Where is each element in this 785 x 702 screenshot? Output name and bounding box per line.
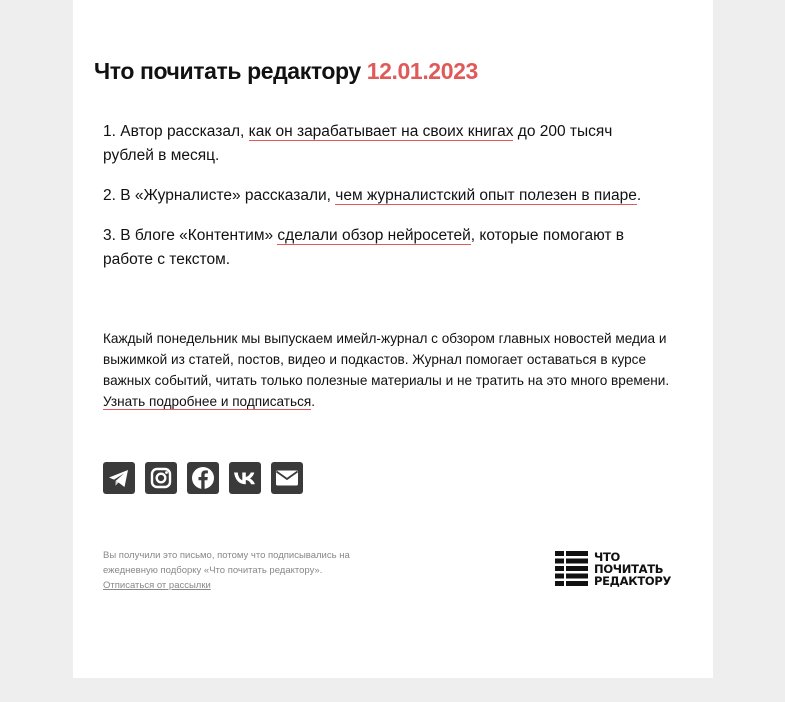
footer-text: Вы получили это письмо, потому что подписывались на ежедневную подборку «Что почитать редактору». <box>103 550 350 576</box>
logo-line: ПОЧИТАТЬ <box>594 562 664 576</box>
item-text: . <box>636 187 642 204</box>
vk-icon[interactable] <box>229 462 261 494</box>
article-link[interactable]: сделали обзор нейросетей <box>277 227 471 244</box>
page-title <box>94 58 478 85</box>
title-text: Что почитать редактору <box>94 58 361 84</box>
footer <box>103 548 393 593</box>
item-text: 1. Автор рассказал, <box>103 123 249 140</box>
about-section <box>103 328 693 412</box>
article-link[interactable]: чем журналистский опыт полезен в пиаре <box>335 187 637 204</box>
logo-wordmark <box>594 551 671 587</box>
subscribe-link[interactable]: Узнать подробнее и подписаться <box>103 394 312 409</box>
logo-line: ЧТО <box>594 550 621 564</box>
item-text: 3. В блоге «Контентим» <box>103 227 278 244</box>
about-suffix: . <box>311 394 316 409</box>
unsubscribe-link[interactable]: Отписаться от рассылки <box>103 580 211 591</box>
envelope-icon[interactable] <box>271 462 303 494</box>
logo-mark-icon <box>555 551 588 586</box>
list-item <box>103 120 663 168</box>
article-link[interactable]: как он зарабатывает на своих книгах <box>248 123 514 140</box>
telegram-icon[interactable] <box>103 462 135 494</box>
social-links <box>103 462 303 494</box>
item-text: , которые помогают в работе с текстом. <box>103 227 625 268</box>
email-card <box>73 0 713 678</box>
facebook-icon[interactable] <box>187 462 219 494</box>
item-text: 2. В «Журналисте» рассказали, <box>103 187 336 204</box>
instagram-icon[interactable] <box>145 462 177 494</box>
logo-line: РЕДАКТОРУ <box>594 574 672 588</box>
item-text: до 200 тысяч рублей в месяц. <box>103 123 613 164</box>
issue-date: 12.01.2023 <box>366 58 478 84</box>
about-text: Каждый понедельник мы выпускаем имейл-журнал с обзором главных новостей медиа и выжимкой из статей, постов, видео и подкастов. Журнал помогает оставаться в курсе важных событий, читать только полезные материалы и не тратить на это много времени. <box>103 331 670 388</box>
list-item <box>103 184 663 208</box>
list-item <box>103 224 663 272</box>
brand-logo <box>555 551 671 587</box>
article-list <box>103 120 663 288</box>
